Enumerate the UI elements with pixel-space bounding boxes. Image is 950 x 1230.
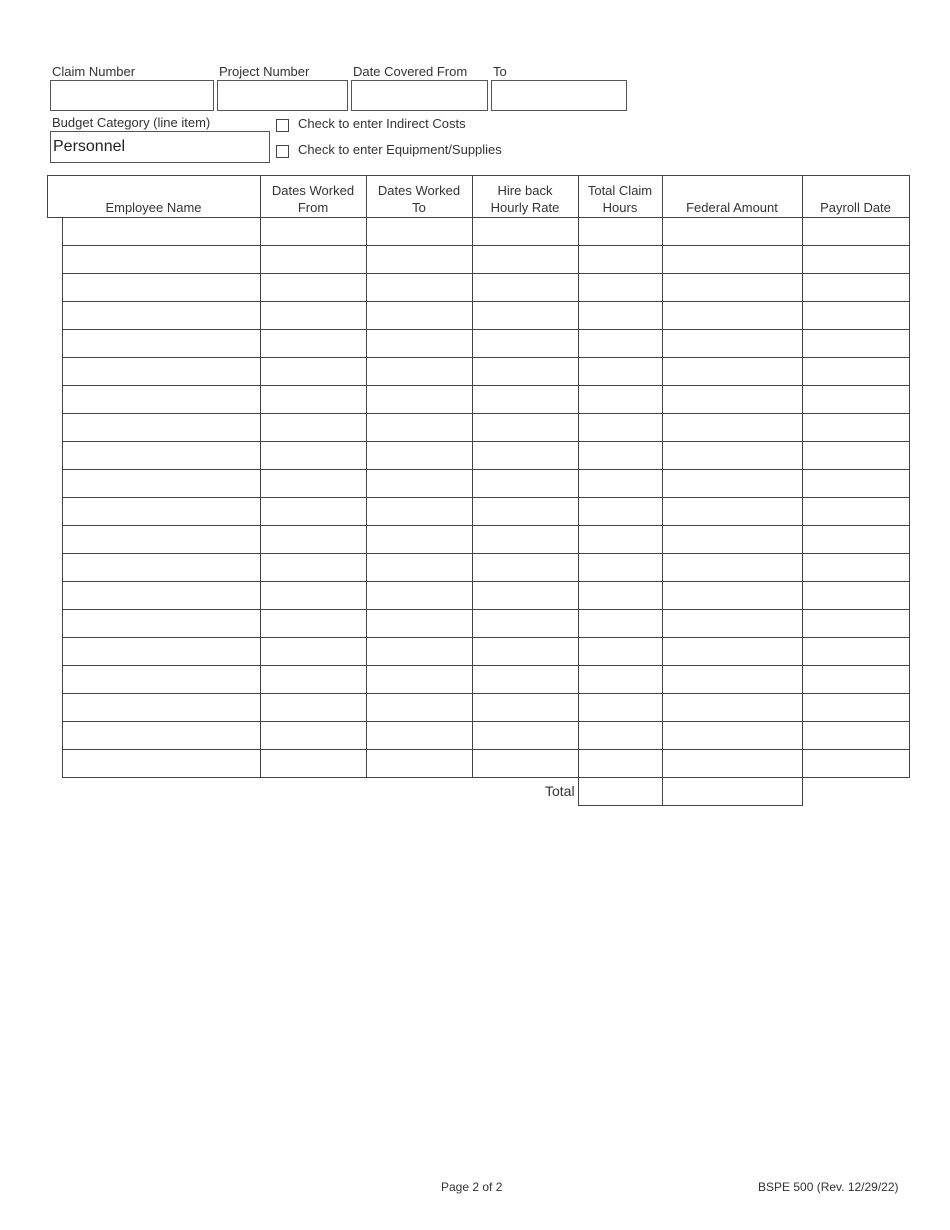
table-cell-employee-name[interactable] [62,497,261,526]
table-cell-hire-back-hourly-rate[interactable] [472,665,579,694]
table-cell-dates-worked-from[interactable] [260,553,367,582]
table-cell-dates-worked-to[interactable] [366,749,473,778]
date-covered-from-label: Date Covered From [353,64,468,79]
table-cell-federal-amount[interactable] [662,749,803,778]
table-cell-dates-worked-to[interactable] [366,469,473,498]
indirect-costs-label: Check to enter Indirect Costs [298,116,466,131]
table-cell-payroll-date[interactable] [802,749,910,778]
table-cell-dates-worked-from[interactable] [260,497,367,526]
table-cell-federal-amount[interactable] [662,273,803,302]
table-cell-federal-amount[interactable] [662,665,803,694]
table-cell-hire-back-hourly-rate[interactable] [472,441,579,470]
table-cell-federal-amount[interactable] [662,301,803,330]
table-cell-total-claim-hours[interactable] [578,329,663,358]
table-cell-dates-worked-from[interactable] [260,301,367,330]
table-cell-employee-name[interactable] [62,581,261,610]
column-header-label: Payroll Date [820,200,891,215]
table-cell-hire-back-hourly-rate[interactable] [472,357,579,386]
total-label: Total [545,783,575,799]
project-number-label: Project Number [219,64,310,79]
table-cell-employee-name[interactable] [62,273,261,302]
column-header-label: Dates Worked From [271,183,355,215]
total-federal-amount-cell[interactable] [662,777,803,806]
table-cell-dates-worked-from[interactable] [260,637,367,666]
table-cell-federal-amount[interactable] [662,497,803,526]
table-cell-payroll-date[interactable] [802,301,910,330]
table-cell-dates-worked-to[interactable] [366,609,473,638]
table-cell-dates-worked-to[interactable] [366,497,473,526]
table-cell-hire-back-hourly-rate[interactable] [472,609,579,638]
table-cell-payroll-date[interactable] [802,609,910,638]
table-cell-dates-worked-from[interactable] [260,469,367,498]
table-cell-federal-amount[interactable] [662,441,803,470]
table-cell-payroll-date[interactable] [802,637,910,666]
page-number: Page 2 of 2 [441,1180,503,1194]
column-header-federal-amount [662,175,803,217]
table-cell-dates-worked-from[interactable] [260,245,367,274]
table-cell-total-claim-hours[interactable] [578,357,663,386]
table-cell-dates-worked-from[interactable] [260,665,367,694]
column-header-label: Dates Worked To [377,183,461,215]
form-id: BSPE 500 (Rev. 12/29/22) [758,1180,899,1194]
table-cell-total-claim-hours[interactable] [578,609,663,638]
table-cell-dates-worked-from[interactable] [260,749,367,778]
table-cell-dates-worked-from[interactable] [260,525,367,554]
table-cell-hire-back-hourly-rate[interactable] [472,581,579,610]
table-cell-employee-name[interactable] [62,693,261,722]
table-cell-federal-amount[interactable] [662,245,803,274]
table-cell-employee-name[interactable] [62,385,261,414]
table-cell-payroll-date[interactable] [802,441,910,470]
table-cell-payroll-date[interactable] [802,413,910,442]
column-header-total-claim-hours [578,175,663,217]
table-cell-federal-amount[interactable] [662,721,803,750]
table-cell-total-claim-hours[interactable] [578,413,663,442]
table-cell-payroll-date[interactable] [802,273,910,302]
column-header-label: Total Claim Hours [587,183,653,215]
table-cell-total-claim-hours[interactable] [578,525,663,554]
table-cell-total-claim-hours[interactable] [578,553,663,582]
table-cell-federal-amount[interactable] [662,609,803,638]
table-cell-dates-worked-to[interactable] [366,329,473,358]
table-cell-employee-name[interactable] [62,329,261,358]
table-cell-federal-amount[interactable] [662,469,803,498]
table-cell-dates-worked-from[interactable] [260,441,367,470]
table-cell-total-claim-hours[interactable] [578,497,663,526]
table-cell-hire-back-hourly-rate[interactable] [472,525,579,554]
table-cell-employee-name[interactable] [62,469,261,498]
table-cell-total-claim-hours[interactable] [578,581,663,610]
table-cell-employee-name[interactable] [62,245,261,274]
table-cell-employee-name[interactable] [62,301,261,330]
table-cell-employee-name[interactable] [62,721,261,750]
table-cell-total-claim-hours[interactable] [578,693,663,722]
table-cell-dates-worked-from[interactable] [260,357,367,386]
table-cell-hire-back-hourly-rate[interactable] [472,749,579,778]
table-cell-hire-back-hourly-rate[interactable] [472,385,579,414]
table-cell-employee-name[interactable] [62,413,261,442]
table-cell-dates-worked-to[interactable] [366,217,473,246]
table-cell-hire-back-hourly-rate[interactable] [472,273,579,302]
table-cell-total-claim-hours[interactable] [578,637,663,666]
table-cell-hire-back-hourly-rate[interactable] [472,469,579,498]
table-cell-federal-amount[interactable] [662,329,803,358]
column-header-employee-name [47,175,261,217]
equipment-supplies-label: Check to enter Equipment/Supplies [298,142,502,157]
table-cell-payroll-date[interactable] [802,497,910,526]
column-header-dates-worked-from [260,175,367,217]
table-cell-employee-name[interactable] [62,665,261,694]
table-cell-federal-amount[interactable] [662,693,803,722]
table-cell-hire-back-hourly-rate[interactable] [472,497,579,526]
table-cell-dates-worked-to[interactable] [366,525,473,554]
table-cell-total-claim-hours[interactable] [578,301,663,330]
table-cell-dates-worked-to[interactable] [366,665,473,694]
column-header-hire-back-hourly-rate [472,175,579,217]
table-cell-total-claim-hours[interactable] [578,469,663,498]
table-cell-total-claim-hours[interactable] [578,385,663,414]
table-cell-payroll-date[interactable] [802,217,910,246]
table-cell-dates-worked-from[interactable] [260,385,367,414]
table-cell-total-claim-hours[interactable] [578,665,663,694]
table-cell-total-claim-hours[interactable] [578,245,663,274]
table-cell-dates-worked-from[interactable] [260,413,367,442]
table-cell-dates-worked-to[interactable] [366,413,473,442]
table-cell-hire-back-hourly-rate[interactable] [472,217,579,246]
column-header-payroll-date [802,175,909,217]
table-cell-dates-worked-to[interactable] [366,245,473,274]
table-cell-hire-back-hourly-rate[interactable] [472,721,579,750]
table-cell-dates-worked-to[interactable] [366,357,473,386]
column-header-dates-worked-to [366,175,473,217]
table-cell-total-claim-hours[interactable] [578,441,663,470]
column-header-label: Hire back Hourly Rate [490,183,560,215]
table-cell-hire-back-hourly-rate[interactable] [472,637,579,666]
table-cell-dates-worked-to[interactable] [366,693,473,722]
table-cell-payroll-date[interactable] [802,357,910,386]
table-cell-hire-back-hourly-rate[interactable] [472,329,579,358]
table-cell-dates-worked-to[interactable] [366,273,473,302]
table-cell-employee-name[interactable] [62,441,261,470]
table-cell-payroll-date[interactable] [802,581,910,610]
table-cell-dates-worked-from[interactable] [260,581,367,610]
table-cell-payroll-date[interactable] [802,553,910,582]
table-cell-employee-name[interactable] [62,357,261,386]
table-cell-employee-name[interactable] [62,609,261,638]
table-cell-hire-back-hourly-rate[interactable] [472,301,579,330]
table-cell-employee-name[interactable] [62,637,261,666]
table-cell-federal-amount[interactable] [662,637,803,666]
table-cell-federal-amount[interactable] [662,413,803,442]
table-cell-payroll-date[interactable] [802,329,910,358]
table-cell-hire-back-hourly-rate[interactable] [472,553,579,582]
table-cell-dates-worked-from[interactable] [260,609,367,638]
table-cell-employee-name[interactable] [62,553,261,582]
table-cell-dates-worked-from[interactable] [260,721,367,750]
table-cell-dates-worked-to[interactable] [366,581,473,610]
table-cell-dates-worked-from[interactable] [260,693,367,722]
table-cell-dates-worked-from[interactable] [260,273,367,302]
table-cell-employee-name[interactable] [62,525,261,554]
table-cell-hire-back-hourly-rate[interactable] [472,413,579,442]
column-header-label: Federal Amount [686,200,778,215]
table-cell-employee-name[interactable] [62,217,261,246]
table-cell-dates-worked-to[interactable] [366,637,473,666]
table-cell-payroll-date[interactable] [802,693,910,722]
table-cell-federal-amount[interactable] [662,357,803,386]
table-cell-payroll-date[interactable] [802,721,910,750]
table-cell-dates-worked-from[interactable] [260,329,367,358]
table-cell-federal-amount[interactable] [662,553,803,582]
table-cell-payroll-date[interactable] [802,385,910,414]
column-header-label: Employee Name [105,200,202,215]
table-cell-dates-worked-to[interactable] [366,385,473,414]
table-cell-federal-amount[interactable] [662,525,803,554]
table-cell-dates-worked-to[interactable] [366,721,473,750]
table-cell-hire-back-hourly-rate[interactable] [472,245,579,274]
table-cell-total-claim-hours[interactable] [578,273,663,302]
budget-category-label: Budget Category (line item) [52,115,211,130]
table-cell-dates-worked-from[interactable] [260,217,367,246]
table-cell-total-claim-hours[interactable] [578,217,663,246]
table-cell-total-claim-hours[interactable] [578,721,663,750]
table-cell-payroll-date[interactable] [802,665,910,694]
table-cell-dates-worked-to[interactable] [366,441,473,470]
table-cell-federal-amount[interactable] [662,581,803,610]
table-cell-hire-back-hourly-rate[interactable] [472,693,579,722]
table-cell-payroll-date[interactable] [802,245,910,274]
table-cell-dates-worked-to[interactable] [366,553,473,582]
table-cell-employee-name[interactable] [62,749,261,778]
table-cell-payroll-date[interactable] [802,469,910,498]
table-cell-payroll-date[interactable] [802,525,910,554]
table-cell-federal-amount[interactable] [662,217,803,246]
table-cell-dates-worked-to[interactable] [366,301,473,330]
total-total-claim-hours-cell[interactable] [578,777,663,806]
date-covered-to-label: To [493,64,507,79]
table-cell-federal-amount[interactable] [662,385,803,414]
table-cell-total-claim-hours[interactable] [578,749,663,778]
claim-number-label: Claim Number [52,64,136,79]
